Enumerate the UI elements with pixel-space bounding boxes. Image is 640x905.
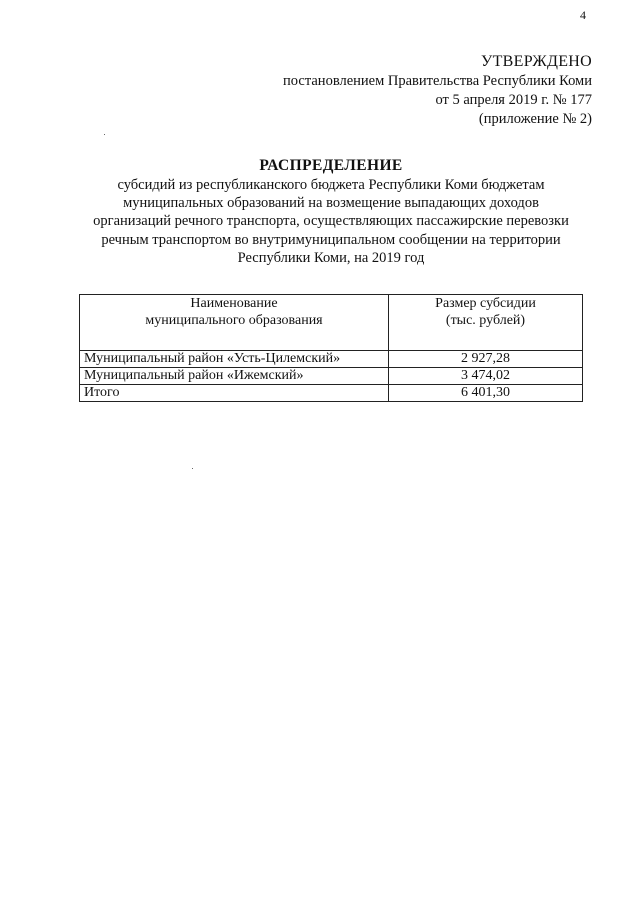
page-number: 4 xyxy=(580,8,586,22)
table-row xyxy=(80,351,583,368)
approval-appendix: (приложение № 2) xyxy=(478,111,592,127)
document-subtitle xyxy=(80,176,582,267)
subtitle-line: субсидий из республиканского бюджета Республики Коми бюджетам xyxy=(117,177,545,193)
scan-speck xyxy=(104,134,105,135)
header-line: Размер субсидии xyxy=(435,296,536,311)
column-header-municipality xyxy=(80,295,389,351)
subtitle-line: Республики Коми, на 2019 год xyxy=(237,249,425,266)
approval-decree: постановлением Правительства Республики Коми xyxy=(283,73,592,89)
subtitle-line: речным транспортом во внутримуниципальном сообщении на территории xyxy=(101,231,561,248)
municipality-cell: Муниципальный район «Ижемский» xyxy=(80,368,389,385)
approval-heading: УТВЕРЖДЕНО xyxy=(480,53,592,70)
header-line: (тыс. рублей) xyxy=(445,312,526,328)
approval-stamp xyxy=(283,52,592,129)
subtitle-line: муниципальных образований на возмещение выпадающих доходов xyxy=(123,195,539,212)
municipality-cell: Муниципальный район «Усть-Цилемский» xyxy=(80,351,389,368)
header-line: муниципального образования xyxy=(145,312,323,328)
subsidy-table xyxy=(79,294,583,402)
document-title: РАСПРЕДЕЛЕНИЕ xyxy=(259,157,403,174)
approval-date: от 5 апреля 2019 г. № 177 xyxy=(435,92,592,108)
table-header-row xyxy=(80,295,583,351)
subtitle-line: организаций речного транспорта, осуществляющих пассажирские перевозки xyxy=(93,213,569,230)
scan-speck xyxy=(192,468,193,469)
total-label-cell: Итого xyxy=(80,385,389,402)
table-row xyxy=(80,368,583,385)
total-amount-cell: 6 401,30 xyxy=(389,385,583,402)
header-line: Наименование xyxy=(190,296,278,311)
column-header-amount xyxy=(389,295,583,351)
amount-cell: 3 474,02 xyxy=(389,368,583,385)
document-heading xyxy=(80,156,582,267)
table-row-total xyxy=(80,385,583,402)
amount-cell: 2 927,28 xyxy=(389,351,583,368)
